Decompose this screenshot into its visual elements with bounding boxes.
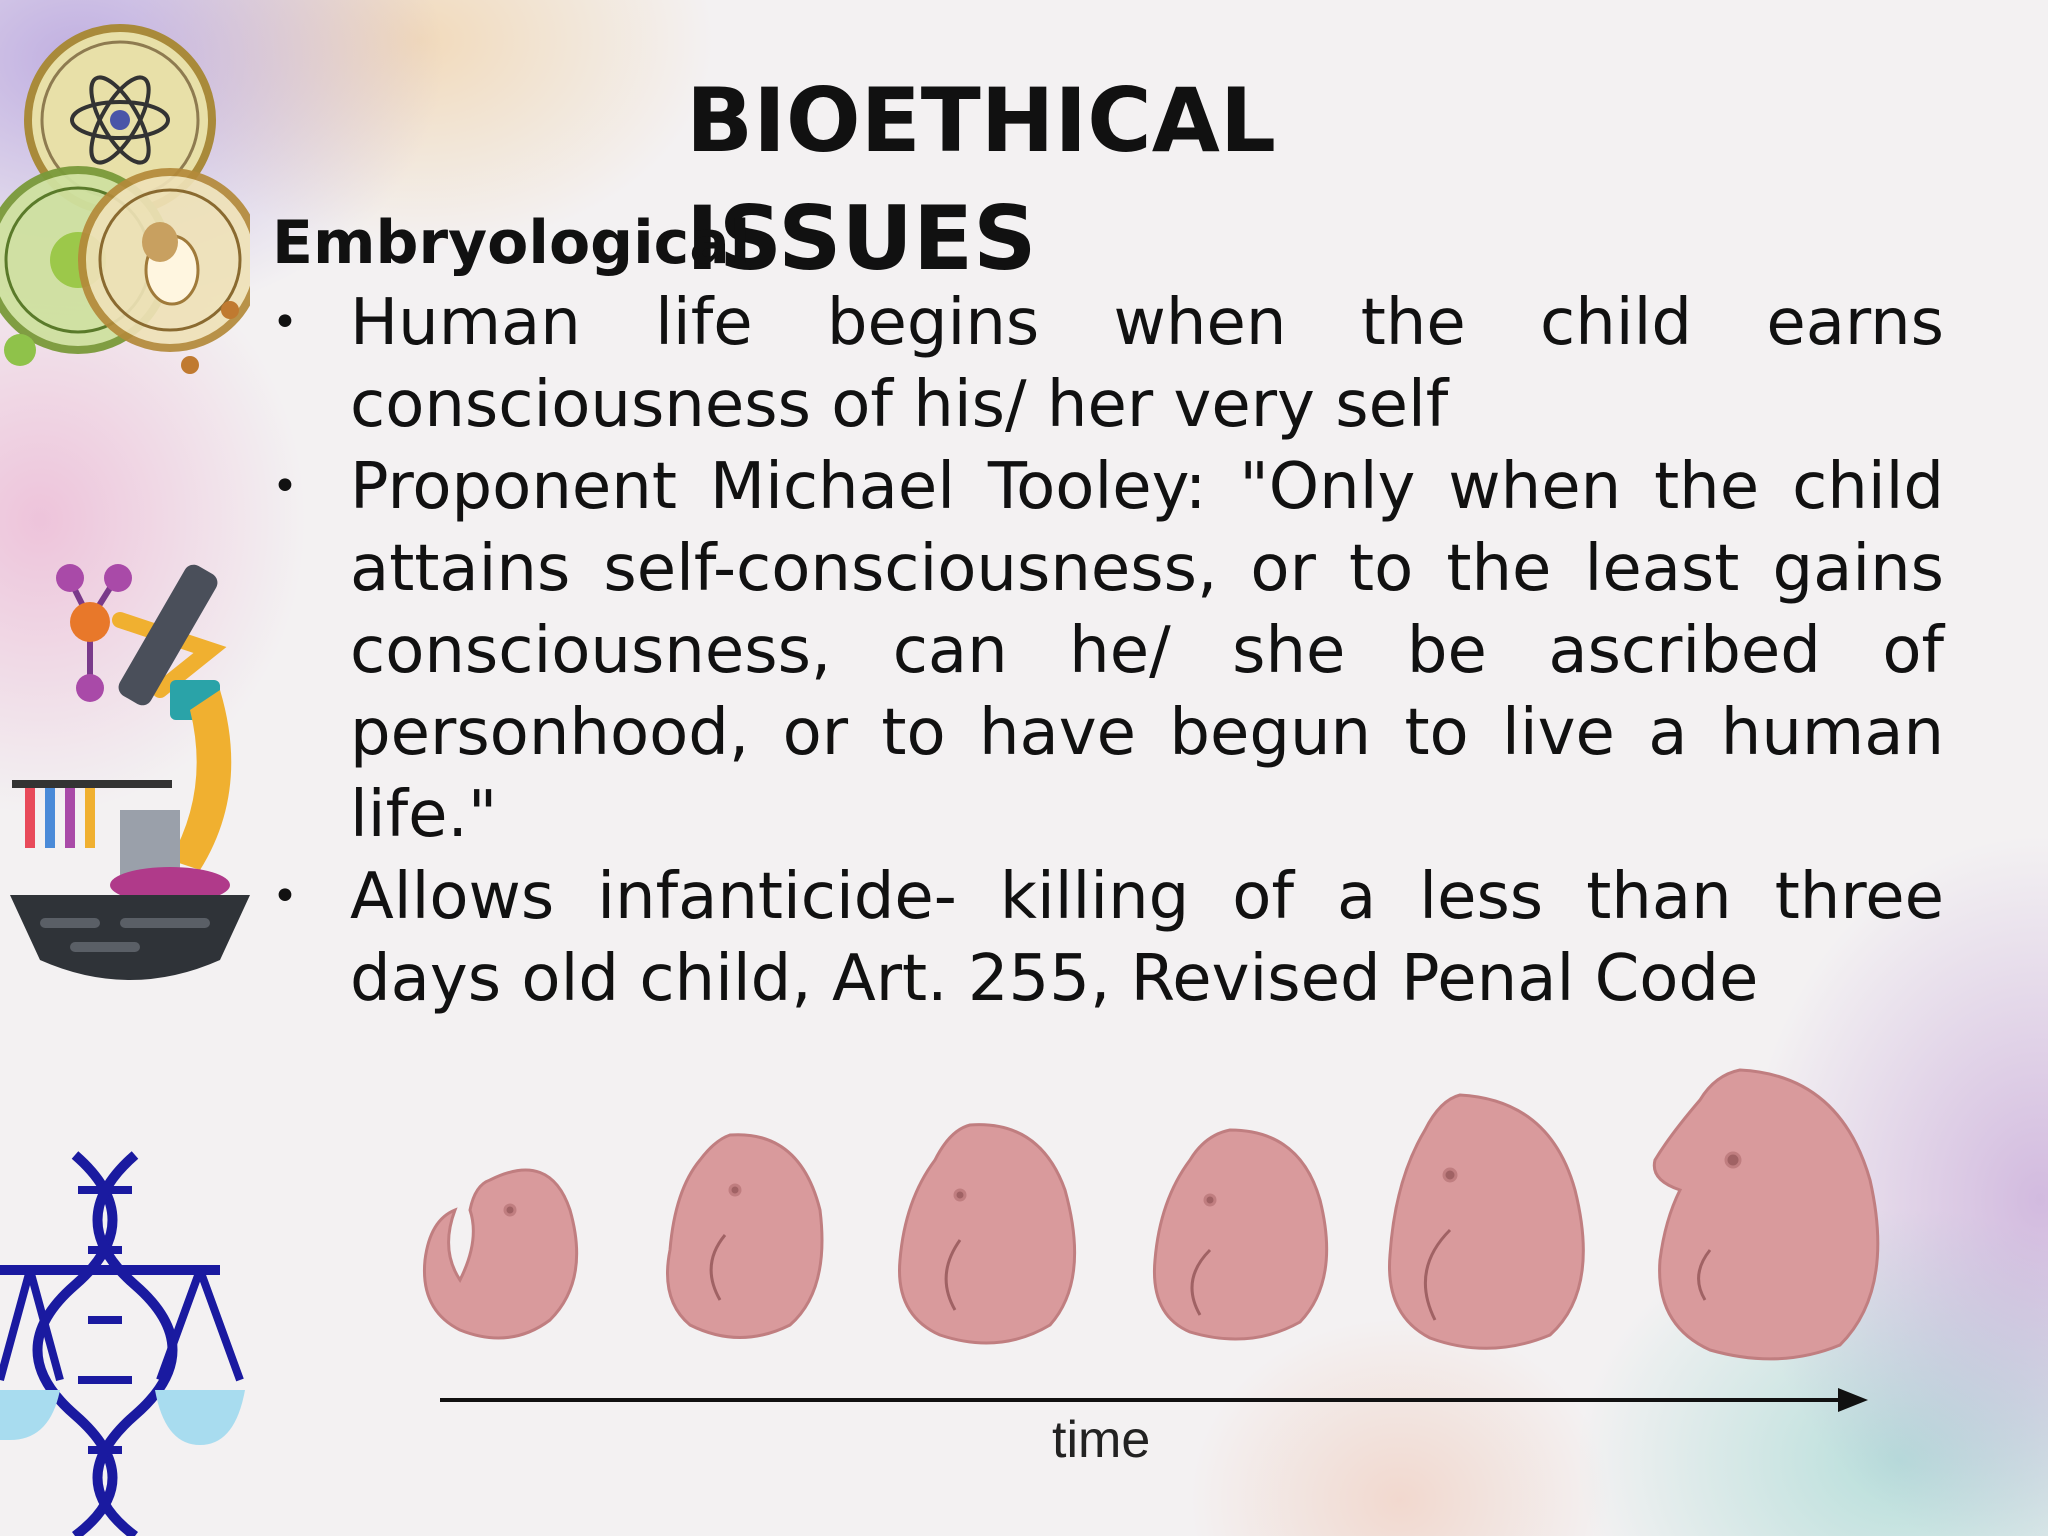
embryo-stage-1 [424,1170,576,1338]
bullet-list [272,282,1944,1020]
bullet-item [272,446,1944,856]
embryo-stage-5 [1390,1095,1584,1348]
time-arrow-head [1838,1388,1868,1412]
bullet-text: Proponent Michael Tooley: "Only when the child attains self-consciousness, or to the least gains consciousness, can he/ she be ascribed of personhood, or to have begun to live a human life." [350,450,1944,852]
microscope-icon [0,540,260,980]
embryo-stage-2 [668,1135,823,1338]
bullet-item [272,282,1944,446]
dna-scales-icon [0,1150,250,1536]
section-subheading: Embryological [272,208,751,278]
bullet-item [272,856,1944,1020]
embryo-stage-6 [1654,1070,1878,1359]
slide-title: BIOETHICAL ISSUES [686,69,1276,290]
science-emblem-icon [0,10,250,380]
bullet-marker: • [272,871,298,922]
bullet-marker: • [272,297,298,348]
embryo-stage-4 [1154,1130,1326,1339]
bullet-marker: • [272,461,298,512]
embryo-stage-3 [900,1125,1075,1343]
bullet-text: Allows infanticide- killing of a less than three days old child, Art. 255, Revised Penal Code [350,860,1944,1016]
time-axis-label: time [1052,1411,1151,1469]
bullet-text: Human life begins when the child earns consciousness of his/ her very self [350,286,1944,442]
